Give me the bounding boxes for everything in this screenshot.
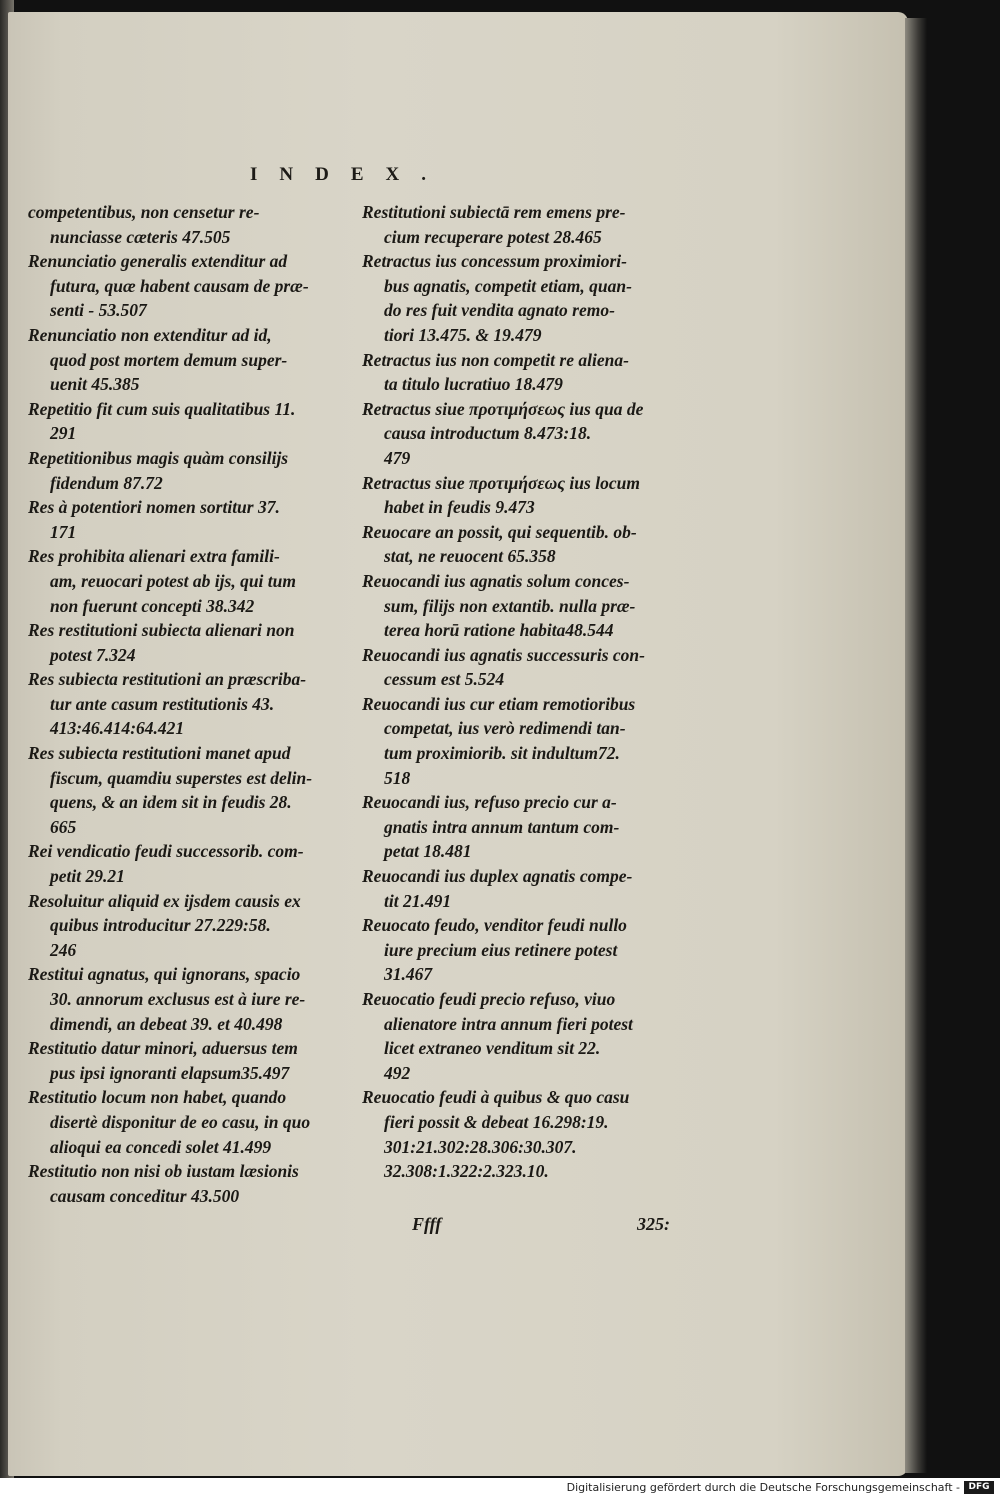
index-entry-line: quens, & an idem sit in feudis 28. [50, 792, 292, 813]
index-entry-line: terea horū ratione habita48.544 [384, 620, 614, 641]
index-entry [28, 397, 346, 446]
index-entry [362, 569, 676, 643]
index-entry-line: Restitutio non nisi ob iustam læsionis [28, 1161, 299, 1182]
index-entry [28, 741, 346, 839]
index-entry-line: 246 [50, 939, 77, 960]
index-entry-line: Retractus siue προτιμήσεως ius locum [362, 472, 640, 493]
index-entry-line: tur ante casum restitutionis 43. [50, 693, 275, 714]
page-header: INDEX. [250, 164, 448, 185]
index-entry [362, 913, 676, 987]
index-entry [362, 200, 676, 249]
index-entry [362, 348, 676, 397]
index-entry-line: Reuocandi ius duplex agnatis compe- [362, 866, 633, 887]
index-entry-line: Reuocatio feudi precio refuso, viuo [362, 989, 616, 1009]
index-entry-line: 171 [50, 521, 77, 542]
index-entry-line: 665 [50, 816, 77, 837]
index-entry-line: Restitutio datur minori, aduersus tem [28, 1038, 298, 1059]
index-entry-line: Retractus ius non competit re aliena- [362, 349, 629, 370]
index-entry-line: Restitui agnatus, qui ignorans, spacio [28, 964, 301, 985]
index-column-left [28, 200, 346, 1208]
index-entry-line: senti - 53.507 [50, 300, 147, 321]
index-entry-line: competentibus, non censetur re- [28, 202, 260, 222]
catchword: 325: [637, 1214, 670, 1234]
index-entry-line: tit 21.491 [384, 890, 452, 911]
index-entry-line: petat 18.481 [384, 841, 472, 862]
index-entry-line: Repetitionibus magis quàm consilijs [28, 447, 289, 468]
dfg-logo: DFG [964, 1481, 994, 1494]
index-entry-line: alioqui ea concedi solet 41.499 [50, 1136, 272, 1157]
index-entry-line: cium recuperare potest 28.465 [384, 226, 602, 247]
index-entry-line: pus ipsi ignoranti elapsum35.497 [50, 1062, 290, 1083]
page-edge-shadow [905, 18, 927, 1473]
index-entry-line: 301:21.302:28.306:30.307. [384, 1136, 577, 1157]
index-entry [362, 1085, 676, 1183]
index-entry [362, 987, 676, 1085]
index-entry-line: disertè disponitur de eo casu, in quo [50, 1111, 311, 1132]
index-entry-line: Res subiecta restitutioni manet apud [28, 743, 291, 764]
index-entry [28, 200, 346, 249]
index-entry [28, 446, 346, 495]
index-entry-line: ta titulo lucratiuo 18.479 [384, 374, 563, 395]
index-entry-line: Rei vendicatio feudi successorib. com- [28, 841, 304, 862]
index-entry [28, 1159, 346, 1208]
index-entry-line: potest 7.324 [50, 644, 136, 665]
index-entry-line: Res prohibita alienari extra famili- [28, 546, 280, 567]
catchline [412, 1214, 670, 1235]
index-entry-line: cessum est 5.524 [384, 669, 505, 690]
index-entry-line: quod post mortem demum super- [50, 349, 288, 370]
index-entry-line: Repetitio fit cum suis qualitatibus 11. [28, 398, 296, 419]
index-entry-line: Restitutio locum non habet, quando [28, 1087, 287, 1108]
index-entry [28, 1036, 346, 1085]
index-entry-line: Res à potentiori nomen sortitur 37. [28, 497, 280, 518]
index-entry [28, 1085, 346, 1159]
index-entry [28, 618, 346, 667]
index-entry-line: 413:46.414:64.421 [50, 718, 185, 739]
index-entry-line: Res subiecta restitutioni an præscriba- [28, 669, 307, 690]
index-entry [28, 667, 346, 741]
index-entry-line: Renunciatio generalis extenditur ad [28, 251, 288, 272]
index-entry-line: am, reuocari potest ab ijs, qui tum [50, 570, 296, 591]
index-entry [362, 520, 676, 569]
index-entry [28, 249, 346, 323]
index-entry [362, 471, 676, 520]
index-entry-line: Reuocatio feudi à quibus & quo casu [362, 1087, 630, 1108]
index-entry-line: 479 [384, 447, 411, 468]
index-entry-line: Reuocandi ius cur etiam remotioribus [362, 693, 636, 714]
index-entry-line: 492 [384, 1062, 411, 1083]
index-entry-line: non fuerunt concepti 38.342 [50, 595, 255, 616]
index-entry [362, 249, 676, 347]
index-entry-line: licet extraneo venditum sit 22. [384, 1038, 601, 1059]
index-entry-line: Reuocandi ius agnatis successuris con- [362, 644, 645, 665]
footer-bar [0, 1478, 1000, 1499]
signature-mark: Ffff [412, 1214, 442, 1234]
index-entry-line: Reuocato feudo, venditor feudi nullo [362, 915, 627, 936]
index-entry-line: fidendum 87.72 [50, 472, 163, 493]
index-entry [362, 790, 676, 864]
index-entry-line: gnatis intra annum tantum com- [384, 816, 620, 837]
index-entry-line: Resoluitur aliquid ex ijsdem causis ex [28, 890, 301, 911]
index-entry [28, 889, 346, 963]
index-entry-line: fiscum, quamdiu superstes est delin- [50, 767, 313, 788]
index-entry [362, 864, 676, 913]
index-entry-line: Res restitutioni subiecta alienari non [28, 620, 295, 641]
index-entry-line: petit 29.21 [50, 866, 125, 887]
index-entry-line: tum proximiorib. sit indultum72. [384, 743, 620, 764]
index-entry [28, 495, 346, 544]
index-entry-line: stat, ne reuocent 65.358 [384, 546, 556, 567]
footer-credit: Digitalisierung gefördert durch die Deutsche Forschungsgemeinschaft - [566, 1481, 960, 1494]
index-entry [362, 397, 676, 471]
index-entry-line: 32.308:1.322:2.323.10. [384, 1161, 549, 1182]
index-entry-line: uenit 45.385 [50, 374, 140, 395]
index-entry-line: fieri possit & debeat 16.298:19. [384, 1111, 609, 1132]
index-entry-line: dimendi, an debeat 39. et 40.498 [50, 1013, 283, 1034]
index-entry-line: competat, ius verò redimendi tan- [384, 718, 626, 739]
index-entry [28, 544, 346, 618]
index-entry-line: 291 [50, 423, 77, 444]
index-entry-line: do res fuit vendita agnato remo- [384, 300, 615, 321]
index-entry-line: 31.467 [384, 964, 433, 985]
index-entry [28, 839, 346, 888]
index-entry [28, 323, 346, 397]
index-entry-line: iure precium eius retinere potest [384, 939, 618, 960]
index-entry [362, 692, 676, 790]
index-entry-line: alienatore intra annum fieri potest [384, 1013, 633, 1034]
index-entry-line: futura, quæ habent causam de præ- [50, 275, 309, 296]
index-entry-line: Renunciatio non extenditur ad id, [28, 324, 272, 345]
index-entry [362, 643, 676, 692]
index-entry-line: Reuocandi ius agnatis solum conces- [362, 570, 630, 591]
index-entry-line: Restitutioni subiectā rem emens pre- [362, 202, 626, 222]
index-entry-line: 30. annorum exclusus est à iure re- [50, 989, 306, 1009]
index-entry-line: Reuocandi ius, refuso precio cur a- [362, 792, 617, 813]
index-column-right [362, 200, 676, 1184]
index-entry-line: Reuocare an possit, qui sequentib. ob- [362, 521, 637, 542]
index-entry-line: causam conceditur 43.500 [50, 1185, 240, 1206]
index-entry-line: quibus introducitur 27.229:58. [50, 915, 271, 936]
index-entry-line: sum, filijs non extantib. nulla præ- [384, 595, 636, 616]
index-entry [28, 962, 346, 1036]
index-entry-line: nunciasse cæteris 47.505 [50, 226, 231, 247]
index-entry-line: Retractus siue προτιμήσεως ius qua de [362, 398, 644, 419]
index-entry-line: habet in feudis 9.473 [384, 497, 535, 518]
index-entry-line: 518 [384, 767, 411, 788]
index-entry-line: bus agnatis, competit etiam, quan- [384, 275, 632, 296]
index-entry-line: causa introductum 8.473:18. [384, 423, 592, 444]
index-entry-line: tiori 13.475. & 19.479 [384, 324, 542, 345]
index-entry-line: Retractus ius concessum proximiori- [362, 251, 627, 272]
